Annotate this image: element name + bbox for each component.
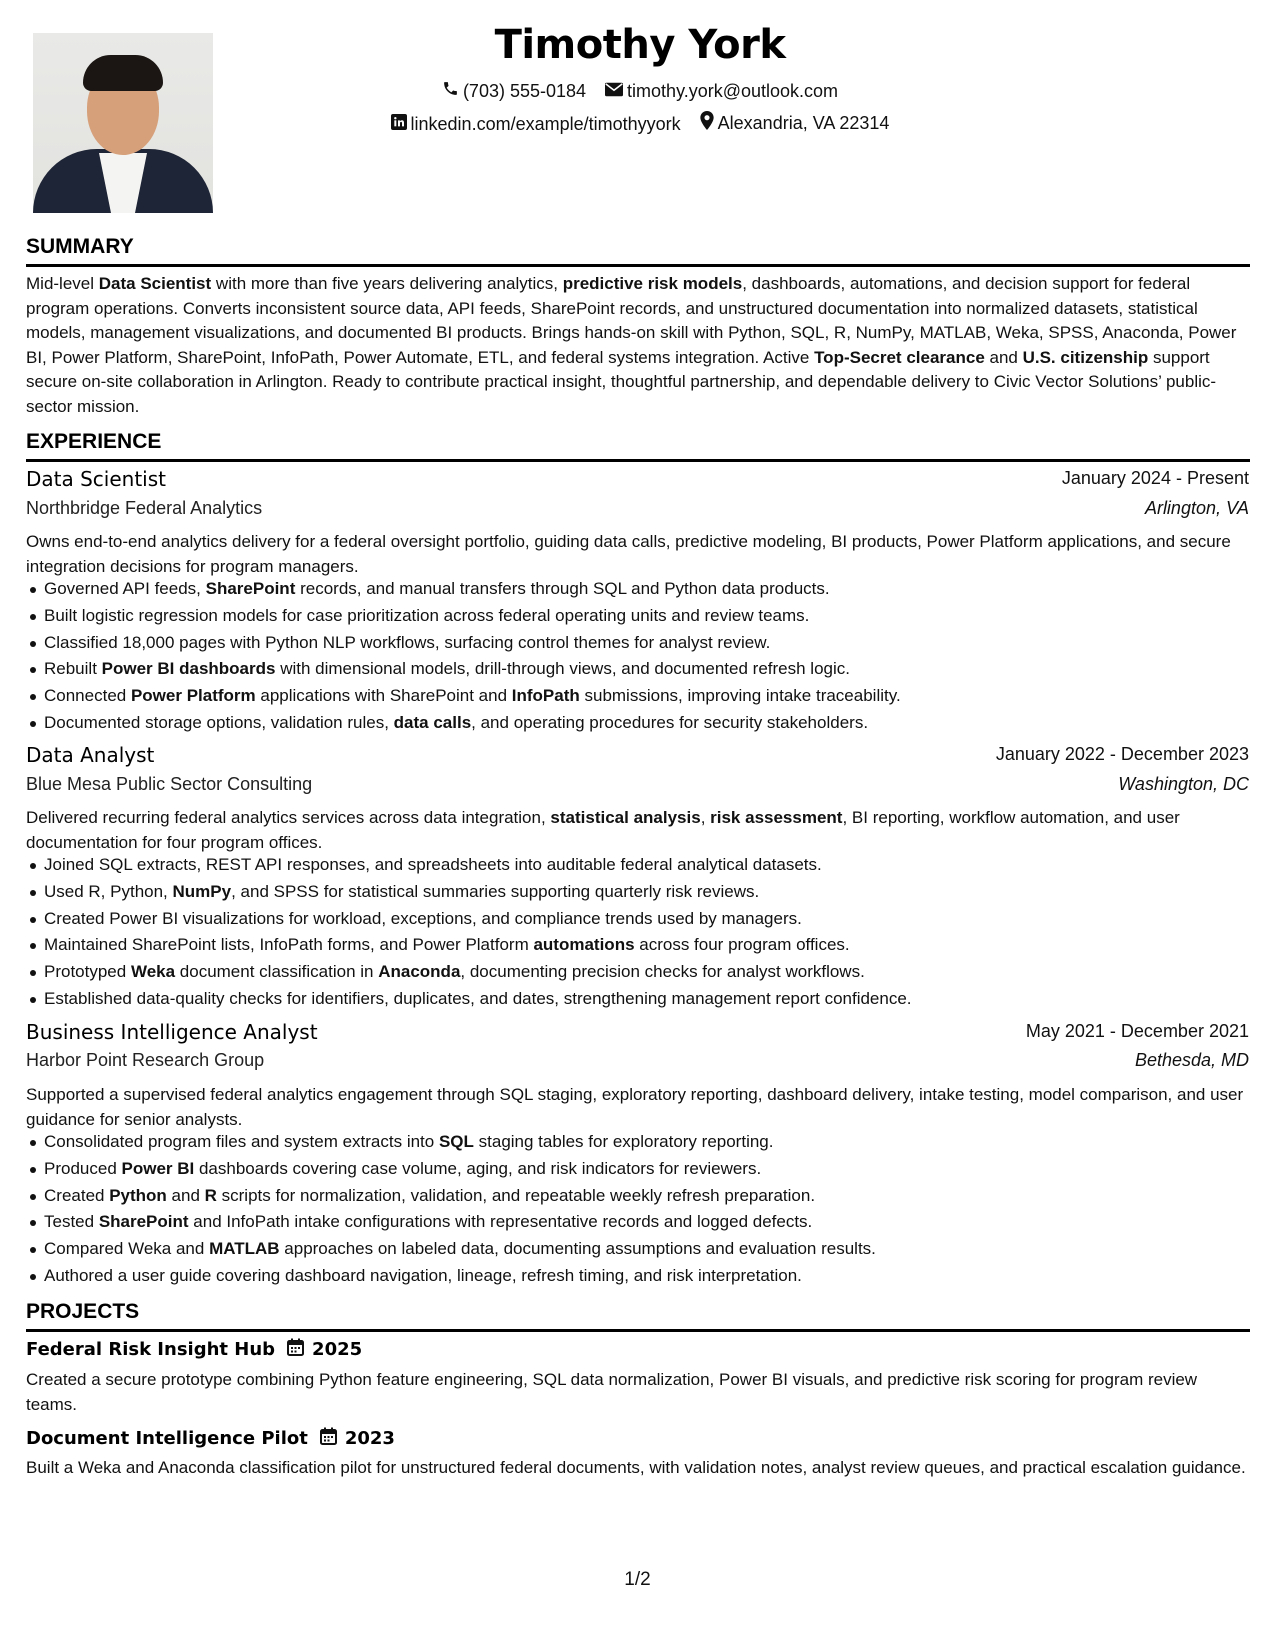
bullet-text: staging tables for exploratory reporting. bbox=[473, 1132, 774, 1151]
job-location: Bethesda, MD bbox=[1134, 1050, 1249, 1070]
page-number: 1/2 bbox=[624, 1569, 651, 1590]
bullet-text: Built logistic regression models for case prioritization across federal operating units and review teams. bbox=[44, 605, 810, 625]
job-title: Data Analyst bbox=[26, 743, 155, 767]
paragraph-bold-text: Data Scientist bbox=[98, 274, 212, 293]
bullet-item bbox=[26, 852, 1250, 879]
bullet-text: Joined SQL extracts, REST API responses, and spreadsheets into auditable federal analytical datasets. bbox=[44, 855, 822, 874]
summary-heading: SUMMARY bbox=[26, 235, 1250, 267]
location-text: Alexandria, VA 22314 bbox=[717, 112, 890, 133]
job-dates: January 2024 - Present bbox=[1061, 468, 1249, 488]
bullet-bold-text: Power BI dashboards bbox=[101, 659, 276, 679]
paragraph-text: , bbox=[700, 808, 711, 827]
bullet-text: Tested bbox=[44, 1212, 99, 1232]
contact-row-1 bbox=[320, 80, 960, 102]
bullet-text: applications with SharePoint and bbox=[255, 686, 512, 706]
bullet-text: Documented storage options, validation rules, bbox=[44, 712, 394, 732]
bullet-bold-text: NumPy bbox=[172, 881, 232, 901]
job-bullets bbox=[26, 576, 1250, 737]
job-dates: January 2022 - December 2023 bbox=[995, 744, 1249, 764]
paragraph-bold-text: Top-Secret clearance bbox=[814, 347, 985, 367]
bullet-bold-text: SharePoint bbox=[205, 579, 296, 598]
calendar-icon bbox=[275, 1338, 312, 1361]
job-title: Business Intelligence Analyst bbox=[26, 1020, 318, 1044]
project-description: Created a secure prototype combining Python feature engineering, SQL data normalization, Power BI visuals, and predictive risk scoring for program review teams. bbox=[26, 1370, 1198, 1414]
project-year: 2023 bbox=[344, 1428, 395, 1449]
bullet-item bbox=[26, 932, 1250, 959]
job-title: Data Scientist bbox=[26, 467, 166, 491]
job-description bbox=[26, 806, 1250, 855]
project-year: 2025 bbox=[312, 1339, 363, 1360]
contact-row-2 bbox=[320, 111, 960, 135]
summary-text bbox=[26, 272, 1250, 419]
job-company: Harbor Point Research Group bbox=[26, 1050, 265, 1070]
job-location: Arlington, VA bbox=[1144, 498, 1249, 518]
bullet-text: Maintained SharePoint lists, InfoPath forms, and Power Platform bbox=[44, 935, 534, 955]
paragraph-text: , BI reporting, workflow automation, and user documentation for four program offices. bbox=[26, 808, 1180, 852]
paragraph-text: Supported a supervised federal analytics engagement through SQL staging, exploratory reporting, dashboard delivery, intake testing, model comparison, and user guidance for senior analysts. bbox=[26, 1085, 1244, 1129]
bullet-bold-text: InfoPath bbox=[511, 686, 580, 706]
paragraph-text: Mid-level bbox=[26, 274, 99, 293]
email-text[interactable]: timothy.york@outlook.com bbox=[627, 81, 839, 101]
bullet-text: dashboards covering case volume, aging, and risk indicators for reviewers. bbox=[194, 1158, 762, 1178]
project-name: Federal Risk Insight Hub bbox=[26, 1339, 276, 1360]
location-item bbox=[700, 111, 890, 135]
bullet-text: Governed API feeds, bbox=[44, 579, 206, 598]
bullet-text: Prototyped bbox=[44, 962, 131, 982]
bullet-bold-text: MATLAB bbox=[209, 1239, 280, 1259]
bullet-item bbox=[26, 656, 1250, 683]
phone-icon bbox=[442, 80, 463, 102]
bullet-item bbox=[26, 879, 1250, 906]
bullet-item bbox=[26, 1236, 1250, 1263]
bullet-bold-text: Anaconda bbox=[378, 962, 461, 982]
bullet-text: Established data-quality checks for identifiers, duplicates, and dates, strengthening management report confidence. bbox=[44, 988, 912, 1008]
bullet-item bbox=[26, 959, 1250, 986]
job-company: Northbridge Federal Analytics bbox=[26, 498, 263, 518]
phone-item bbox=[442, 80, 586, 102]
bullet-text: records, and manual transfers through SQL and Python data products. bbox=[295, 579, 830, 598]
job-description bbox=[26, 530, 1250, 579]
bullet-item bbox=[26, 986, 1250, 1013]
bullet-item bbox=[26, 1209, 1250, 1236]
bullet-text: Consolidated program files and system extracts into bbox=[44, 1132, 439, 1151]
bullet-item bbox=[26, 1183, 1250, 1210]
bullet-text: across four program offices. bbox=[634, 935, 850, 955]
paragraph-text: , dashboards, automations, and decision support for federal program operations. Converts inconsistent source data, API feeds, SharePoint records, and unstructured documentation into normalized datasets, statistical models, management visualizations, and documented BI products. Brings hands-on skill with Python, SQL, R, NumPy, MATLAB, Weka, SPSS, Anaconda, Power BI, Power Platform, SharePoint, InfoPath, Power Automate, ETL, and federal systems integration. Active bbox=[26, 274, 1237, 367]
paragraph-text: support secure on-site collaboration in Arlington. Ready to contribute practical insight, thoughtful partnership, and dependable delivery to Civic Vector Solutions’ public-sector mission. bbox=[26, 347, 1217, 416]
paragraph-bold-text: predictive risk models bbox=[562, 274, 743, 293]
bullet-text: Used R, Python, bbox=[44, 881, 173, 901]
bullet-bold-text: SQL bbox=[438, 1132, 474, 1151]
bullet-text: scripts for normalization, validation, and repeatable weekly refresh preparation. bbox=[216, 1185, 816, 1205]
job-bullets bbox=[26, 1129, 1250, 1290]
job-company: Blue Mesa Public Sector Consulting bbox=[26, 774, 313, 794]
bullet-bold-text: Python bbox=[109, 1185, 167, 1205]
bullet-bold-text: automations bbox=[533, 935, 635, 955]
bullet-item bbox=[26, 683, 1250, 710]
bullet-item bbox=[26, 630, 1250, 657]
paragraph-text: Owns end-to-end analytics delivery for a federal oversight portfolio, guiding data calls, predictive modeling, BI products, Power Platform applications, and secure integration decisions for program managers. bbox=[26, 532, 1231, 576]
bullet-text: and InfoPath intake configurations with representative records and logged defects. bbox=[188, 1212, 813, 1232]
bullet-text: , and operating procedures for security stakeholders. bbox=[471, 712, 869, 732]
location-pin-icon bbox=[700, 111, 718, 135]
bullet-text: with dimensional models, drill-through views, and documented refresh logic. bbox=[275, 659, 850, 679]
paragraph-text: and bbox=[984, 347, 1023, 367]
envelope-icon bbox=[605, 81, 627, 102]
bullet-item bbox=[26, 1156, 1250, 1183]
job-description bbox=[26, 1083, 1250, 1132]
job-bullets bbox=[26, 852, 1250, 1013]
bullet-bold-text: Weka bbox=[130, 962, 176, 982]
phone-text: (703) 555-0184 bbox=[462, 80, 587, 101]
bullet-text: and bbox=[166, 1185, 205, 1205]
paragraph-text: with more than five years delivering analytics, bbox=[211, 274, 563, 293]
bullet-text: Created bbox=[44, 1185, 110, 1205]
bullet-bold-text: Power Platform bbox=[130, 686, 256, 706]
profile-photo bbox=[33, 33, 213, 213]
calendar-icon bbox=[308, 1427, 345, 1450]
bullet-text: Rebuilt bbox=[44, 659, 102, 679]
paragraph-bold-text: risk assessment bbox=[710, 808, 843, 827]
job-location: Washington, DC bbox=[1118, 774, 1249, 794]
paragraph-bold-text: U.S. citizenship bbox=[1022, 347, 1149, 367]
bullet-text: Produced bbox=[44, 1158, 122, 1178]
projects-heading: PROJECTS bbox=[26, 1300, 1250, 1332]
bullet-item bbox=[26, 906, 1250, 933]
bullet-text: document classification in bbox=[175, 962, 379, 982]
bullet-text: , and SPSS for statistical summaries supporting quarterly risk reviews. bbox=[231, 881, 760, 901]
paragraph-bold-text: statistical analysis bbox=[550, 808, 701, 827]
bullet-text: Connected bbox=[44, 686, 131, 706]
experience-heading: EXPERIENCE bbox=[26, 430, 1250, 462]
bullet-text: Authored a user guide covering dashboard navigation, lineage, refresh timing, and risk interpretation. bbox=[44, 1265, 802, 1285]
bullet-bold-text: Power BI bbox=[121, 1158, 195, 1178]
bullet-bold-text: SharePoint bbox=[98, 1212, 189, 1232]
bullet-bold-text: R bbox=[204, 1185, 217, 1205]
project-name: Document Intelligence Pilot bbox=[26, 1428, 308, 1449]
bullet-text: , documenting precision checks for analyst workflows. bbox=[460, 962, 865, 982]
project-header bbox=[26, 1338, 362, 1361]
bullet-item bbox=[26, 710, 1250, 737]
paragraph-text: Delivered recurring federal analytics services across data integration, bbox=[26, 808, 551, 827]
linkedin-item[interactable] bbox=[391, 114, 681, 135]
linkedin-text[interactable]: linkedin.com/example/timothyyork bbox=[410, 114, 681, 134]
linkedin-icon bbox=[391, 114, 411, 135]
bullet-item bbox=[26, 1263, 1250, 1290]
bullet-text: Compared Weka and bbox=[44, 1239, 210, 1259]
bullet-item bbox=[26, 576, 1250, 603]
bullet-bold-text: data calls bbox=[393, 712, 472, 732]
bullet-text: Created Power BI visualizations for workload, exceptions, and compliance trends used by managers. bbox=[44, 908, 802, 928]
project-header bbox=[26, 1427, 395, 1450]
bullet-item bbox=[26, 1129, 1250, 1156]
bullet-text: approaches on labeled data, documenting assumptions and evaluation results. bbox=[279, 1239, 876, 1259]
project-description: Built a Weka and Anaconda classification pilot for unstructured federal documents, with validation notes, analyst review queues, and practical escalation guidance. bbox=[26, 1458, 1246, 1477]
bullet-text: Classified 18,000 pages with Python NLP workflows, surfacing control themes for analyst review. bbox=[44, 632, 771, 652]
job-dates: May 2021 - December 2021 bbox=[1025, 1021, 1249, 1041]
bullet-text: submissions, improving intake traceability. bbox=[579, 686, 901, 706]
bullet-item bbox=[26, 603, 1250, 630]
candidate-name: Timothy York bbox=[494, 22, 786, 68]
email-item[interactable] bbox=[605, 81, 838, 102]
